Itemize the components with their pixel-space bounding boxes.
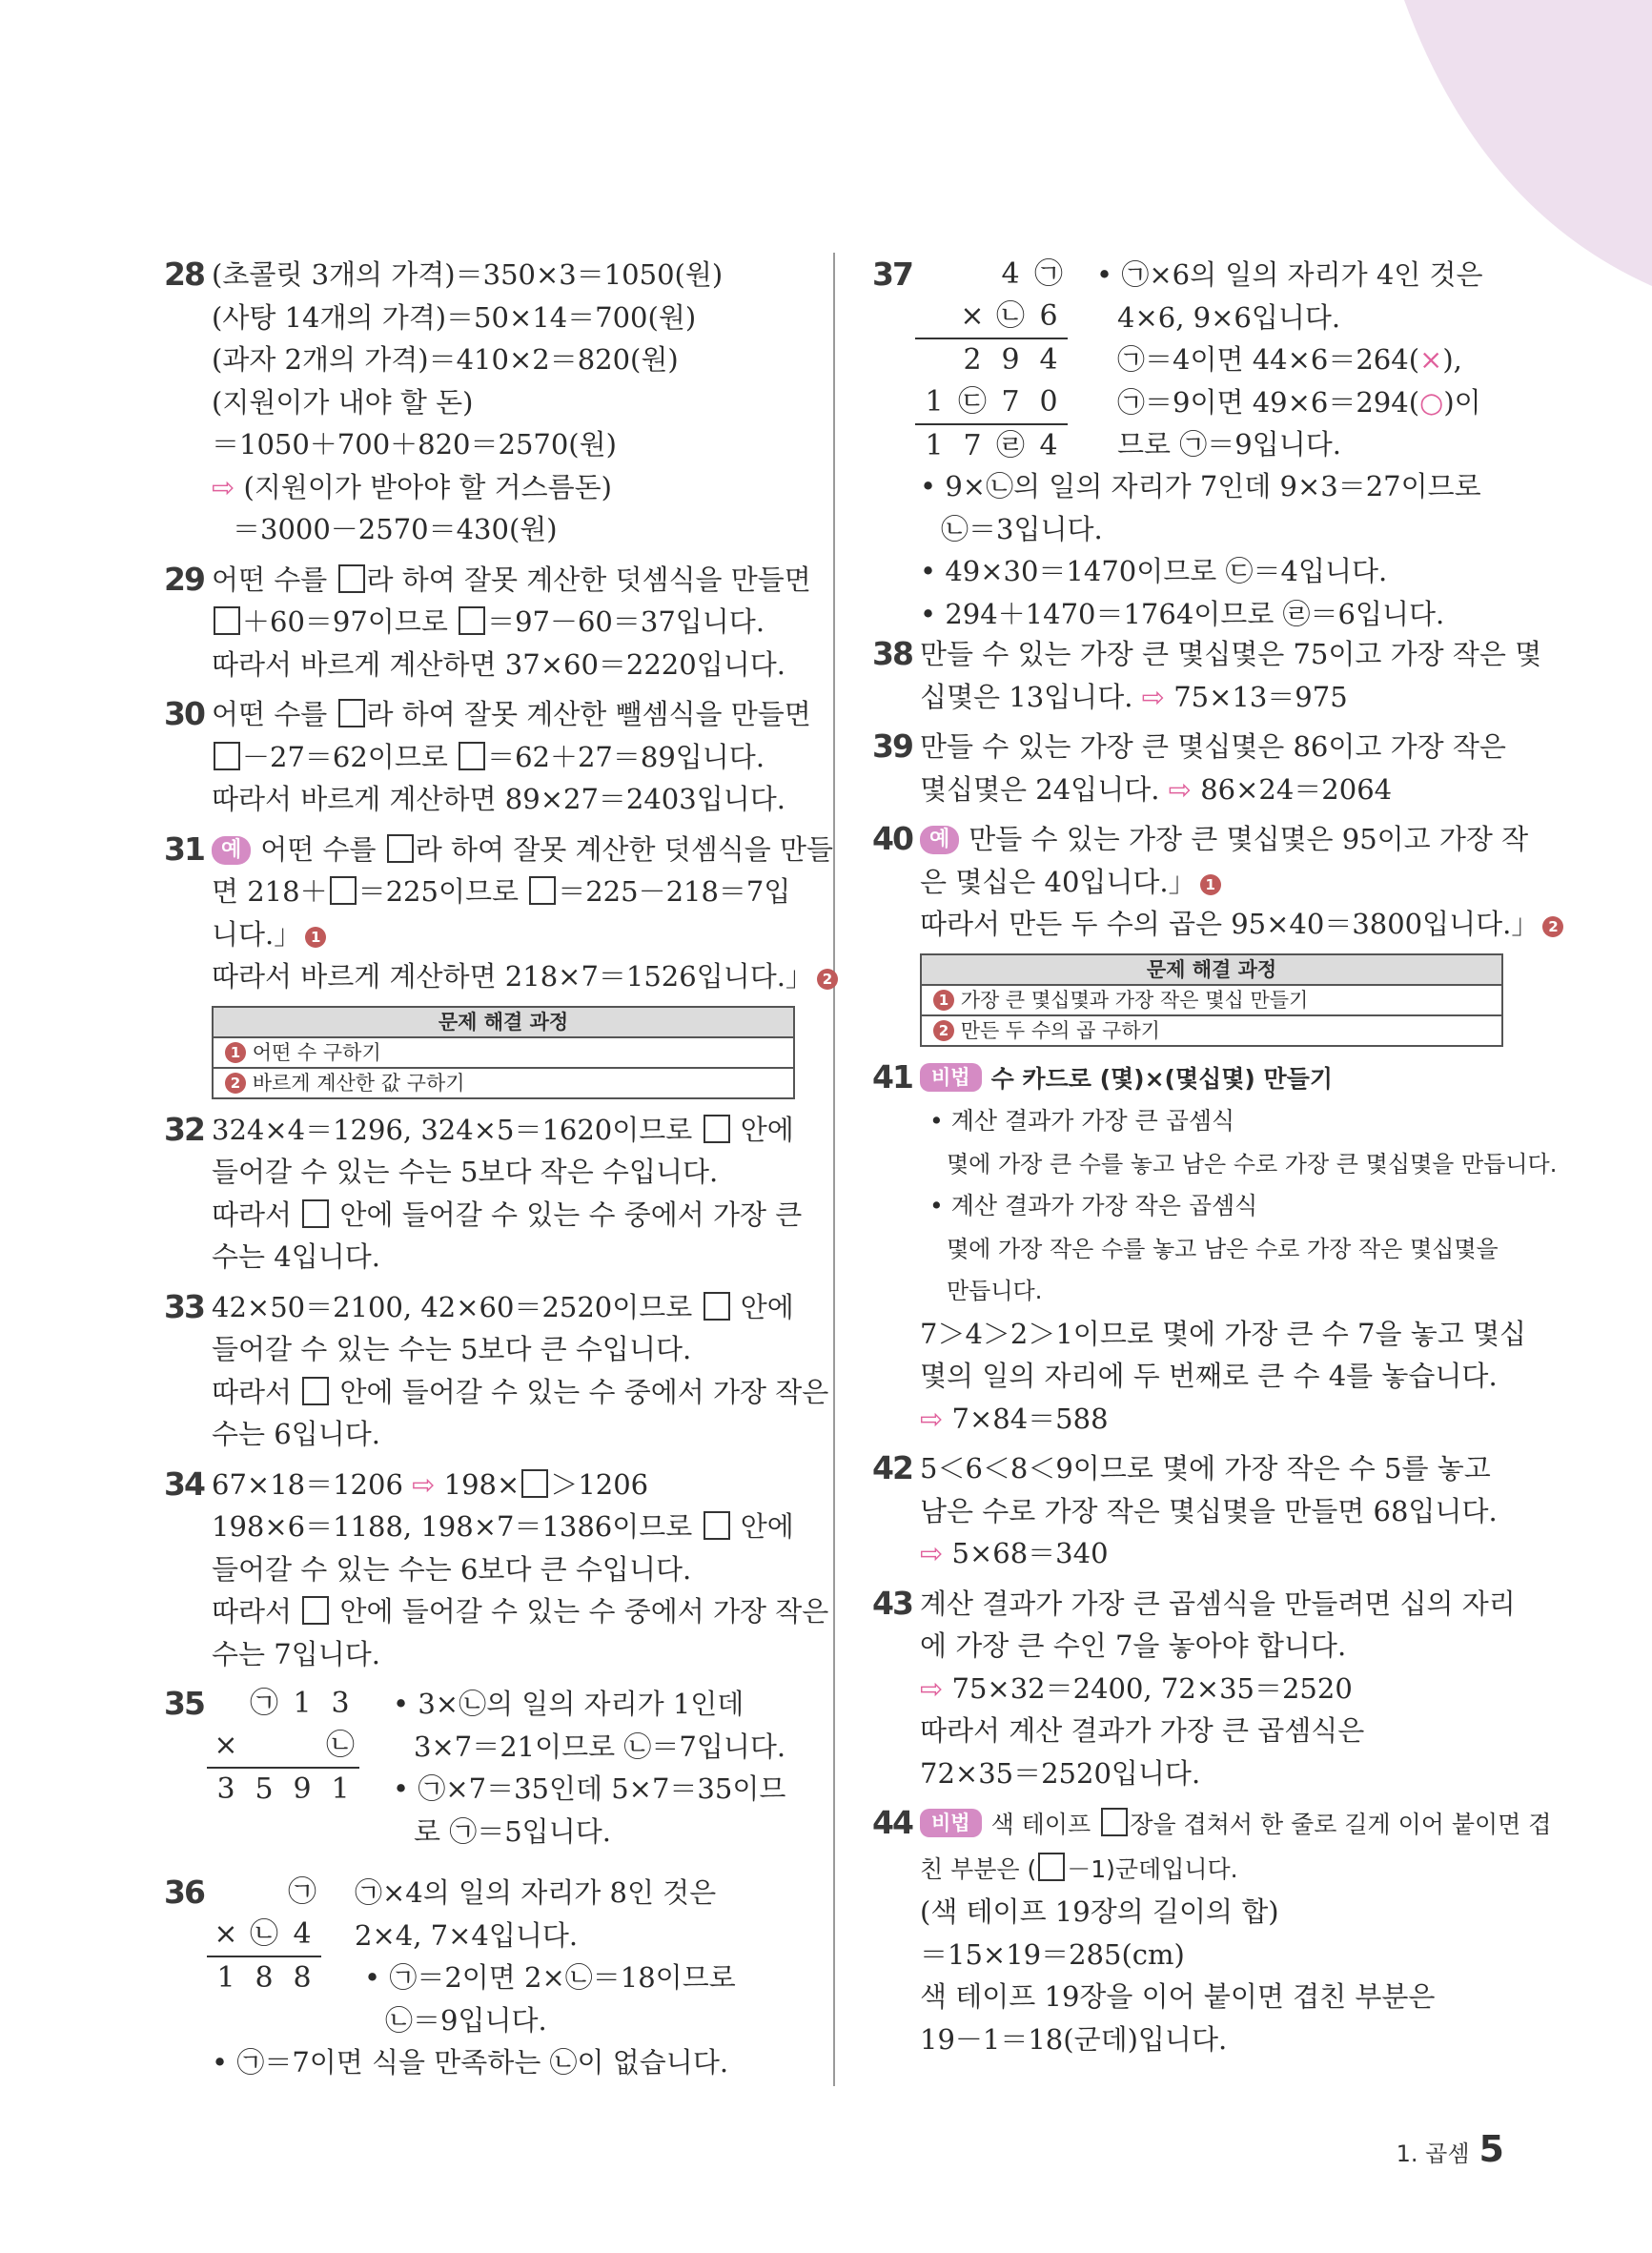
text: 어떤 수를 xyxy=(260,832,377,866)
problem-number: 28 xyxy=(164,256,204,293)
text-line: 만듭니다. xyxy=(947,1278,1043,1304)
table-cell-text: 바르게 계산한 값 구하기 xyxy=(252,1071,465,1095)
calc-digit: 5 xyxy=(245,1768,283,1811)
problem-number: 33 xyxy=(164,1287,204,1325)
text-line: 로 ㉠＝5입니다. xyxy=(414,1814,611,1848)
text: 라 하여 잘못 계산한 덧셈식을 만들면 xyxy=(366,563,811,596)
column-multiplication xyxy=(207,1872,321,1999)
arrow-icon: ⇨ xyxy=(1168,772,1192,806)
table-row xyxy=(213,1068,794,1098)
arrow-icon: ⇨ xyxy=(920,1671,944,1705)
calc-digit xyxy=(245,1725,283,1768)
calc-digit: 1 xyxy=(925,385,944,419)
problem-39 xyxy=(872,726,1506,810)
blank-box-icon xyxy=(704,1511,730,1540)
corner-decoration xyxy=(1366,0,1652,296)
text: 은 몇십은 40입니다.」 xyxy=(920,865,1196,898)
arrow-icon: ⇨ xyxy=(212,470,235,503)
text-line: 만들 수 있는 가장 큰 몇십몇은 86이고 가장 작은 xyxy=(920,730,1506,763)
table-cell-text: 만든 두 수의 곱 구하기 xyxy=(960,1018,1160,1042)
problem-number: 43 xyxy=(872,1584,912,1622)
text: 계산 결과가 가장 작은 곱셈식 xyxy=(950,1192,1258,1219)
table-header: 문제 해결 과정 xyxy=(921,954,1502,985)
column-divider xyxy=(833,253,835,2086)
text-line: (사탕 14개의 가격)＝50×14＝700(원) xyxy=(212,300,697,334)
text-line: 들어갈 수 있는 수는 5보다 작은 수입니다. xyxy=(212,1156,719,1188)
step-marker: 1 xyxy=(933,990,954,1011)
text: 198× xyxy=(443,1467,520,1501)
problem-number: 31 xyxy=(164,830,204,868)
problem-43 xyxy=(872,1583,1516,1795)
calc-digit: × xyxy=(214,1729,238,1762)
text-line: 몇의 일의 자리에 두 번째로 큰 수 4를 놓습니다. xyxy=(920,1360,1498,1392)
text: 안에 xyxy=(740,1113,794,1146)
text: ㉠×7＝35인데 5×7＝35이므 xyxy=(418,1772,786,1805)
text: 3×㉡의 일의 자리가 1인데 xyxy=(418,1688,744,1720)
tip-title: 수 카드로 (몇)×(몇십몇) 만들기 xyxy=(990,1064,1333,1093)
problem-number: 34 xyxy=(164,1464,204,1503)
problem-29 xyxy=(164,559,811,686)
calc-digit: × xyxy=(960,299,985,333)
calc-digit: ㉠ xyxy=(250,1687,278,1720)
calc-digit: 0 xyxy=(1039,385,1058,419)
text: 7×84＝588 xyxy=(951,1402,1109,1435)
step-marker: 2 xyxy=(933,1020,954,1041)
text: 장을 겹쳐서 한 줄로 길게 이어 붙이면 겹 xyxy=(1130,1811,1552,1838)
calc-digit: 3 xyxy=(331,1687,350,1720)
calc-digit: 1 xyxy=(293,1687,312,1720)
text-line: 2×4, 7×4입니다. xyxy=(355,1918,579,1952)
text-line: 7＞4＞2＞1이므로 몇에 가장 큰 수 7을 놓고 몇십 xyxy=(920,1317,1526,1350)
example-badge: 예 xyxy=(212,836,251,865)
explanation: • 3×㉡의 일의 자리가 1인데 3×7＝21이므로 ㉡＝7입니다. • ㉠×7＝35인데 5×7＝35이므 로 ㉠＝5입니다. xyxy=(393,1683,785,1853)
text: 니다.」 xyxy=(212,917,302,951)
correct-mark: ○ xyxy=(1419,385,1444,419)
text: 198×6＝1188, 198×7＝1386이므로 xyxy=(212,1510,693,1543)
text-line: ＝15×19＝285(cm) xyxy=(920,1937,1185,1971)
text-line: 만들 수 있는 가장 큰 몇십몇은 75이고 가장 작은 몇 xyxy=(920,638,1542,670)
calc-digit: × xyxy=(214,1917,238,1951)
text: 안에 xyxy=(740,1290,794,1323)
text: 라 하여 잘못 계산한 덧셈식을 만들 xyxy=(415,832,834,866)
text-line: 4×6, 9×6입니다. xyxy=(1117,300,1341,334)
text-line: 계산 결과가 가장 큰 곱셈식을 만들려면 십의 자리 xyxy=(920,1587,1516,1620)
text-line: 몇에 가장 작은 수를 놓고 남은 수로 가장 작은 몇십몇을 xyxy=(947,1235,1499,1262)
problem-number: 40 xyxy=(872,820,912,857)
table-cell-text: 가장 큰 몇십몇과 가장 작은 몇십 만들기 xyxy=(960,988,1309,1012)
blank-box-icon xyxy=(459,606,485,635)
blank-box-icon xyxy=(459,742,485,770)
text: ㉠＝7이면 식을 만족하는 ㉡이 없습니다. xyxy=(236,2046,729,2079)
blank-box-icon xyxy=(704,1115,730,1143)
text: 294＋1470＝1764이므로 ㉣＝6입니다. xyxy=(945,597,1445,630)
example-badge: 예 xyxy=(920,826,959,854)
calc-digit: 2 xyxy=(953,338,991,381)
blank-box-icon xyxy=(704,1292,730,1321)
text: ㉠×6의 일의 자리가 4인 것은 xyxy=(1121,258,1483,291)
text: ㉠＝4이면 44×6＝264( xyxy=(1117,343,1420,376)
left-column xyxy=(164,254,834,2094)
problem-38 xyxy=(872,633,1542,718)
calc-digit: 9 xyxy=(991,338,1030,381)
problem-33 xyxy=(164,1286,829,1456)
problem-number: 38 xyxy=(872,635,912,672)
text: ㉠＝2이면 2×㉡＝18이므로 xyxy=(389,1961,736,1994)
blank-box-icon xyxy=(1101,1808,1128,1836)
text-line: 에 가장 큰 수인 7을 놓아야 합니다. xyxy=(920,1629,1347,1662)
text: 따라서 xyxy=(212,1375,293,1408)
text-line: 19－1＝18(군데)입니다. xyxy=(920,2022,1228,2056)
text-line: ＝3000－2570＝430(원) xyxy=(233,513,558,545)
text-line: 3×7＝21이므로 ㉡＝7입니다. xyxy=(414,1730,786,1763)
calc-digit: ㉠ xyxy=(1034,257,1063,291)
text-line: (색 테이프 19장의 길이의 합) xyxy=(920,1895,1279,1928)
problem-number: 29 xyxy=(164,560,204,598)
step-marker: 1 xyxy=(225,1042,246,1063)
problem-42 xyxy=(872,1447,1503,1575)
calc-digit: 3 xyxy=(207,1768,245,1811)
explanation-bullets: • 9×㉡의 일의 자리가 7인데 9×3＝27이므로 ㉡＝3입니다. • 49×30＝1470이므로 ㉢＝4입니다. • 294＋1470＝1764이므로 ㉣＝6입니다. xyxy=(920,470,1481,630)
text-line: 들어갈 수 있는 수는 5보다 큰 수입니다. xyxy=(212,1333,692,1365)
text-line: 따라서 바르게 계산하면 89×27＝2403입니다. xyxy=(212,783,785,815)
calc-digit: 7 xyxy=(1001,385,1020,419)
text-line: ＝1050＋700＋820＝2570(원) xyxy=(212,428,617,461)
problem-37 xyxy=(872,254,1503,630)
wrong-mark: × xyxy=(1419,343,1443,376)
step-marker: 2 xyxy=(225,1073,246,1094)
text: ㉠＝9이면 49×6＝294( xyxy=(1117,385,1420,419)
text-line: ㉡＝3입니다. xyxy=(941,512,1103,545)
calc-digit: 4 xyxy=(293,1917,312,1951)
problem-number: 36 xyxy=(164,1874,204,1911)
text: ＋60＝97이므로 xyxy=(242,605,448,638)
text: 따라서 바르게 계산하면 218×7＝1526입니다.」 xyxy=(212,960,813,993)
text: )이 xyxy=(1443,385,1481,419)
text: 67×18＝1206 xyxy=(212,1467,403,1501)
text: 어떤 수를 xyxy=(212,698,328,730)
calc-digit: ㉢ xyxy=(958,385,987,419)
text: 만들 수 있는 가장 큰 몇십몇은 95이고 가장 작 xyxy=(969,823,1529,855)
text: 면 218＋ xyxy=(212,875,328,908)
text: 75×32＝2400, 72×35＝2520 xyxy=(951,1671,1353,1705)
problem-40 xyxy=(872,818,1559,1047)
column-multiplication xyxy=(915,254,1068,467)
text: 십몇은 13입니다. xyxy=(920,680,1133,713)
text: 따라서 xyxy=(212,1198,293,1231)
problem-number: 42 xyxy=(872,1449,912,1486)
problem-31 xyxy=(164,829,834,1099)
text-line: 남은 수로 가장 작은 몇십몇을 만들면 68입니다. xyxy=(920,1494,1498,1527)
blank-box-icon xyxy=(1038,1853,1065,1881)
blank-box-icon xyxy=(214,606,240,635)
text: 라 하여 잘못 계산한 뺄셈식을 만들면 xyxy=(366,698,811,730)
text: 어떤 수를 xyxy=(212,563,328,596)
page-number: 5 xyxy=(1479,2128,1504,2170)
problem-35 xyxy=(164,1683,803,1864)
table-header: 문제 해결 과정 xyxy=(213,1007,794,1037)
text-line: 따라서 계산 결과가 가장 큰 곱셈식은 xyxy=(920,1714,1365,1747)
calc-digit: 1 xyxy=(207,1956,245,1999)
text: 몇십몇은 24입니다. xyxy=(920,772,1160,806)
calc-digit: ㉣ xyxy=(991,424,1030,467)
calc-digit: 4 xyxy=(1030,338,1068,381)
problem-41: 41 비법 수 카드로 (몇)×(몇십몇) 만들기 • 계산 결과가 가장 큰 곱셈식 몇에 가장 큰 수를 놓고 남은 수로 가장 큰 몇십몇을 만듭니다. • 계산 결과가 가장 작은 곱셈식 몇에 가장 작은 수를 놓고 남은 수로 가장 작은 몇십몇을 만듭니다. 7＞4＞2＞1이므로 몇에 가장 큰 수 7을 놓고 몇십 몇의 일의 자리에 두 번째로 큰 수 4를 놓습니다. ⇨ 7×84＝588 xyxy=(872,1057,1558,1435)
problem-number: 39 xyxy=(872,727,912,765)
problem-36: 36 ㉠ × ㉡ 4 1 8 8 ㉠×4의 일의 자리가 8인 것은 2×4, 7×4입니다. • ㉠＝2이면 2×㉡＝18이므로 ㉡＝9입니다. • ㉠＝7이면 식을 만족하는 ㉡이 없습니다. xyxy=(164,1874,736,2079)
blank-box-icon xyxy=(302,1199,329,1228)
text: 따라서 xyxy=(212,1595,293,1628)
process-table xyxy=(212,1006,795,1099)
problem-30 xyxy=(164,693,811,821)
table-row xyxy=(213,1037,794,1068)
text: 색 테이프 xyxy=(990,1811,1091,1838)
text-line: (지원이가 받아야 할 거스름돈) xyxy=(243,470,612,503)
arrow-icon: ⇨ xyxy=(412,1467,436,1501)
chapter-label: 1. 곱셈 xyxy=(1396,2140,1470,2167)
calc-digit: 8 xyxy=(245,1956,283,1999)
text: 안에 xyxy=(740,1510,794,1543)
text-line: 므로 ㉠＝9입니다. xyxy=(1117,428,1341,461)
problem-32 xyxy=(164,1109,803,1279)
table-cell-text: 어떤 수 구하기 xyxy=(252,1040,381,1064)
arrow-icon: ⇨ xyxy=(920,1402,944,1435)
calc-digit: 8 xyxy=(283,1956,321,1999)
arrow-icon: ⇨ xyxy=(1141,680,1165,713)
calc-digit: 9 xyxy=(283,1768,321,1811)
blank-box-icon xyxy=(338,699,365,727)
text-line: 5＜6＜8＜9이므로 몇에 가장 작은 수 5를 놓고 xyxy=(920,1452,1491,1485)
blank-box-icon xyxy=(387,834,414,863)
text: ＝97－60＝37입니다. xyxy=(487,605,765,638)
page-footer xyxy=(1397,2128,1504,2170)
calc-digit: 6 xyxy=(1039,299,1058,333)
text: 친 부분은 ( xyxy=(920,1854,1037,1883)
tip-badge: 비법 xyxy=(920,1063,982,1092)
explanation: ㉠×4의 일의 자리가 8인 것은 2×4, 7×4입니다. • ㉠＝2이면 2×㉡＝18이므로 ㉡＝9입니다. xyxy=(355,1872,736,2041)
problem-44 xyxy=(872,1802,1552,2060)
text: 75×13＝975 xyxy=(1173,680,1348,713)
text-line: (과자 2개의 가격)＝410×2＝820(원) xyxy=(212,343,679,376)
table-row xyxy=(921,1015,1502,1046)
problem-number: 32 xyxy=(164,1110,204,1148)
text: －27＝62이므로 xyxy=(242,740,448,773)
text-line: 들어갈 수 있는 수는 6보다 큰 수입니다. xyxy=(212,1552,692,1586)
text-line: 몇에 가장 큰 수를 놓고 남은 수로 가장 큰 몇십몇을 만듭니다. xyxy=(947,1150,1558,1178)
process-table xyxy=(920,953,1503,1047)
problem-28 xyxy=(164,254,803,551)
arrow-icon: ⇨ xyxy=(920,1537,944,1569)
text-line: (지원이가 내야 할 돈) xyxy=(212,385,474,419)
blank-box-icon xyxy=(521,1469,548,1498)
text-line: ㉠×4의 일의 자리가 8인 것은 xyxy=(355,1876,717,1909)
text-line: ㉡＝9입니다. xyxy=(385,2003,547,2037)
text-line: 72×35＝2520입니다. xyxy=(920,1756,1201,1790)
text: ＝225－218＝7입 xyxy=(558,875,791,908)
text: 계산 결과가 가장 큰 곱셈식 xyxy=(950,1107,1235,1135)
text: 42×50＝2100, 42×60＝2520이므로 xyxy=(212,1290,693,1323)
calc-digit: 4 xyxy=(1001,257,1020,291)
text-line: 수는 7입니다. xyxy=(212,1637,380,1670)
tip-badge: 비법 xyxy=(920,1809,982,1837)
text: 9×㉡의 일의 자리가 7인데 9×3＝27이므로 xyxy=(945,470,1481,502)
calc-digit: ㉡ xyxy=(250,1917,278,1951)
text-line: 수는 4입니다. xyxy=(212,1240,380,1273)
text: 86×24＝2064 xyxy=(1200,772,1393,806)
explanation: • ㉠×6의 일의 자리가 4인 것은 4×6, 9×6입니다. ㉠＝4이면 44×6＝264(×), ㉠＝9이면 49×6＝294(○)이 므로 ㉠＝9입니다. xyxy=(1096,254,1483,466)
table-row xyxy=(921,985,1502,1015)
text: －1)군데입니다. xyxy=(1067,1854,1238,1883)
text: 안에 들어갈 수 있는 수 중에서 가장 큰 xyxy=(339,1198,803,1231)
blank-box-icon xyxy=(214,742,240,770)
calc-digit: 4 xyxy=(1030,424,1068,467)
text: ＝225이므로 xyxy=(357,875,519,908)
text-line: 수는 6입니다. xyxy=(212,1418,380,1450)
blank-box-icon xyxy=(338,564,365,593)
calc-digit: ㉡ xyxy=(996,299,1025,333)
text: ), xyxy=(1442,343,1462,376)
text-line: 따라서 바르게 계산하면 37×60＝2220입니다. xyxy=(212,647,785,681)
text: ＝62＋27＝89입니다. xyxy=(487,740,765,773)
text-line: 색 테이프 19장을 이어 붙이면 겹친 부분은 xyxy=(920,1980,1436,2013)
text: 안에 들어갈 수 있는 수 중에서 가장 작은 xyxy=(339,1375,829,1408)
step-marker: 1 xyxy=(305,927,326,948)
problem-number: 41 xyxy=(872,1057,912,1096)
calc-digit: 1 xyxy=(915,424,953,467)
problem-number: 35 xyxy=(164,1685,204,1722)
text: 324×4＝1296, 324×5＝1620이므로 xyxy=(212,1113,693,1146)
problem-number: 44 xyxy=(872,1804,912,1841)
text: 따라서 만든 두 수의 곱은 95×40＝3800입니다.」 xyxy=(920,908,1540,940)
calc-digit: 1 xyxy=(321,1768,359,1811)
step-marker: 2 xyxy=(1542,916,1563,937)
text: 49×30＝1470이므로 ㉢＝4입니다. xyxy=(945,555,1388,587)
calc-digit: ㉠ xyxy=(288,1875,316,1909)
blank-box-icon xyxy=(330,876,357,905)
calc-digit: ㉡ xyxy=(326,1729,355,1762)
calc-digit: 7 xyxy=(953,424,991,467)
text-line: (초콜릿 3개의 가격)＝350×3＝1050(원) xyxy=(212,258,724,291)
problem-number: 30 xyxy=(164,695,204,732)
blank-box-icon xyxy=(302,1377,329,1405)
blank-box-icon xyxy=(529,876,556,905)
problem-number: 37 xyxy=(872,256,912,293)
blank-box-icon xyxy=(302,1596,329,1625)
step-marker: 1 xyxy=(1200,874,1221,895)
column-multiplication xyxy=(207,1683,359,1811)
text: ＞1206 xyxy=(550,1467,649,1501)
right-column xyxy=(872,254,1559,2068)
text: 5×68＝340 xyxy=(951,1537,1109,1569)
problem-34 xyxy=(164,1464,829,1676)
text: 안에 들어갈 수 있는 수 중에서 가장 작은 xyxy=(339,1595,829,1628)
step-marker: 2 xyxy=(817,969,838,990)
